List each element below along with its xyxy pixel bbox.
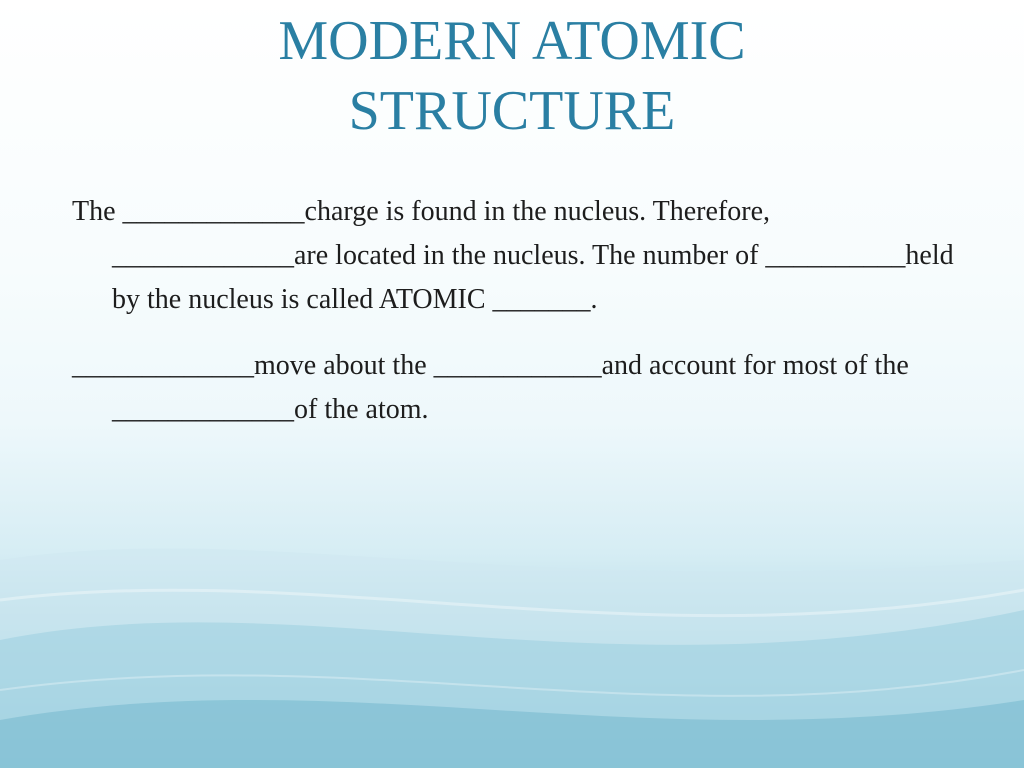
slide-title-line-1: MODERN ATOMIC bbox=[278, 10, 746, 72]
body-paragraph-1: The _____________charge is found in the nucleus. Therefore, _____________are located in the nucleus. The number of __________held by the nucleus is called ATOMIC _______. bbox=[72, 196, 954, 315]
slide-title-line-2: STRUCTURE bbox=[348, 80, 676, 142]
slide-body bbox=[72, 190, 972, 454]
body-paragraph-2: _____________move about the ____________and account for most of the _____________of the atom. bbox=[72, 350, 909, 425]
slide-title bbox=[0, 6, 1024, 146]
